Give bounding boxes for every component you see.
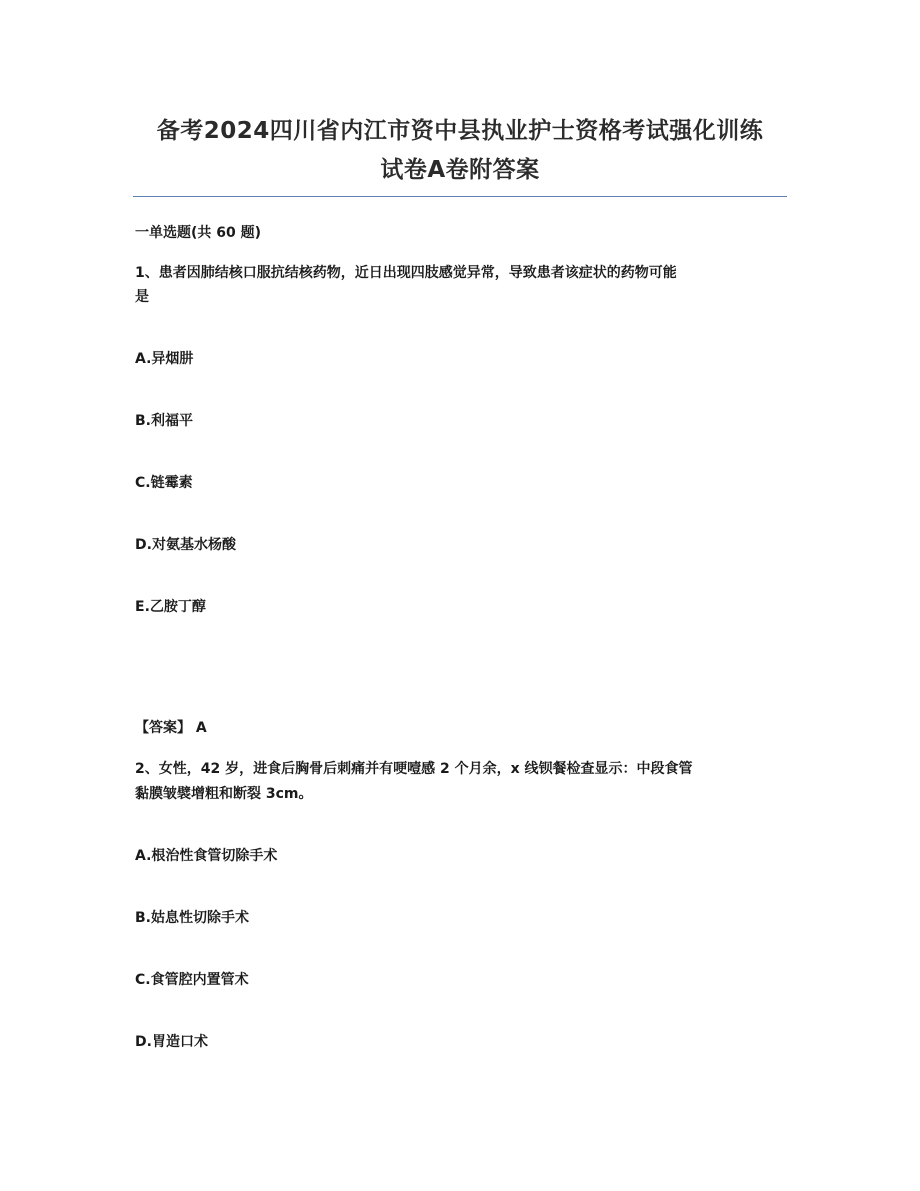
question-1-text-line-2: 是 [135, 289, 149, 305]
question-1-answer: 【答案】 A [135, 720, 207, 736]
question-1-option-e: E.乙胺丁醇 [135, 599, 206, 615]
question-1-option-d: D.对氨基水杨酸 [135, 537, 236, 553]
question-2-option-d: D.胃造口术 [135, 1034, 208, 1050]
document-title [120, 112, 800, 190]
title-divider [133, 196, 787, 197]
question-2-text-line-2: 黏膜皱襞增粗和断裂 3cm。 [135, 786, 313, 802]
document-title-line-2: 试卷A卷附答案 [380, 157, 540, 183]
question-1-option-a: A.异烟肼 [135, 351, 194, 367]
question-1-option-c: C.链霉素 [135, 475, 193, 491]
question-2-option-c: C.食管腔内置管术 [135, 972, 249, 988]
section-heading: 一单选题(共 60 题) [135, 225, 262, 241]
question-2-option-a: A.根治性食管切除手术 [135, 848, 278, 864]
question-1-option-b: B.利福平 [135, 413, 193, 429]
question-2-text-line-1: 2、女性，42 岁，进食后胸骨后刺痛并有哽噎感 2 个月余，x 线钡餐检查显示：中段食管 [135, 761, 693, 777]
question-1-text-line-1: 1、患者因肺结核口服抗结核药物，近日出现四肢感觉异常，导致患者该症状的药物可能 [135, 265, 677, 281]
document-title-line-1: 备考2024四川省内江市资中县执业护士资格考试强化训练 [156, 118, 764, 144]
question-2-option-b: B.姑息性切除手术 [135, 910, 249, 926]
